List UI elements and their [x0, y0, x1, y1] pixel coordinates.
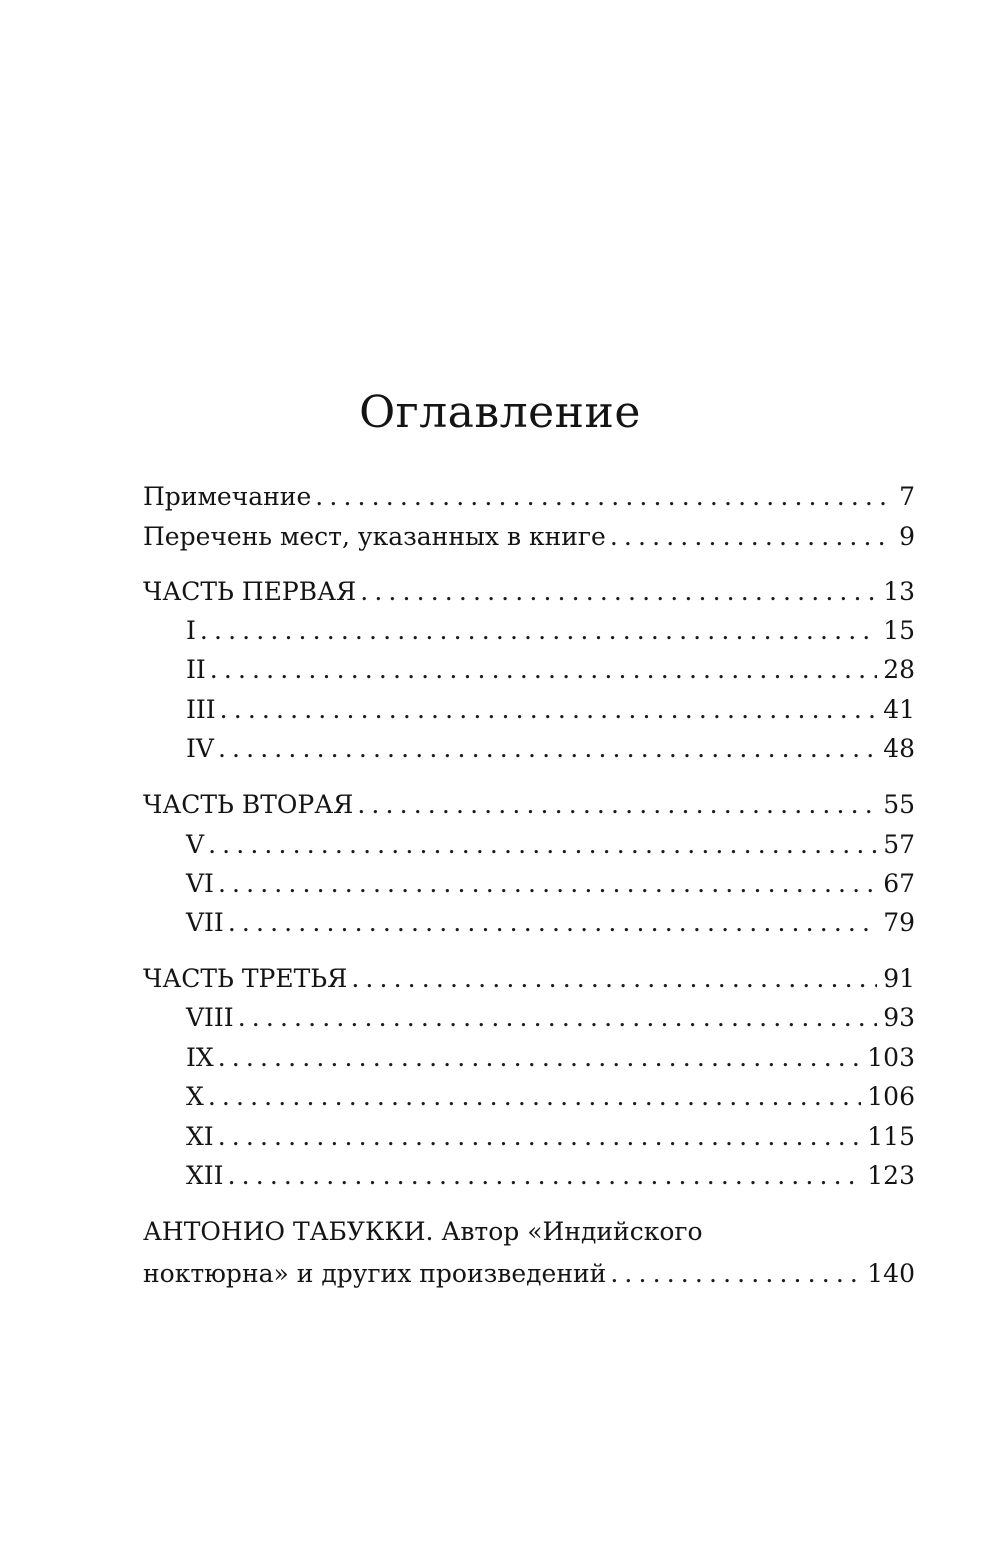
toc-entry-label: ЧАСТЬ ПЕРВАЯ	[143, 577, 357, 606]
toc-entry-page: 48	[883, 734, 915, 763]
dot-leader	[610, 517, 893, 557]
dot-leader	[220, 690, 878, 730]
toc-entry-page: 15	[883, 616, 915, 645]
dot-leader	[228, 903, 877, 943]
dot-leader	[315, 477, 893, 517]
toc-entry-page: 57	[883, 830, 915, 859]
toc-entry-label: XI	[186, 1122, 214, 1151]
toc-entry-places-list[interactable]	[143, 517, 915, 557]
dot-leader	[208, 1077, 861, 1117]
dot-leader	[200, 611, 877, 651]
toc-entry-page: 13	[883, 577, 915, 606]
toc-entry-chapter-xii[interactable]	[186, 1156, 915, 1196]
toc-entry-chapter-x[interactable]	[186, 1077, 915, 1117]
toc-entry-label: II	[186, 655, 206, 684]
toc-entry-chapter-iv[interactable]	[186, 729, 915, 769]
toc-entry-chapter-viii[interactable]	[186, 998, 915, 1038]
toc-entry-label: III	[186, 695, 216, 724]
toc-entry-chapter-v[interactable]	[186, 825, 915, 865]
toc-entry-page: 140	[867, 1259, 915, 1288]
page-title: Оглавление	[359, 387, 641, 438]
toc-entry-page: 91	[883, 964, 915, 993]
toc-entry-afterword[interactable]	[143, 1254, 915, 1294]
toc-entry-label: IX	[186, 1043, 214, 1072]
toc-entry-label: ЧАСТЬ ТРЕТЬЯ	[143, 964, 348, 993]
toc-entry-page: 28	[883, 655, 915, 684]
toc-entry-page: 41	[883, 695, 915, 724]
toc-entry-label: ноктюрна» и других произведений	[143, 1259, 607, 1288]
toc-entry-chapter-xi[interactable]	[186, 1117, 915, 1157]
toc-entry-page: 9	[899, 522, 915, 551]
toc-entry-label: IV	[186, 734, 214, 763]
toc-entry-page: 115	[867, 1122, 915, 1151]
dot-leader	[218, 864, 877, 904]
toc-entry-label: Примечание	[143, 482, 312, 511]
toc-entry-label: VII	[186, 908, 224, 937]
toc-entry-part-one[interactable]	[143, 572, 915, 612]
toc-entry-label: VIII	[186, 1003, 234, 1032]
toc-entry-note[interactable]	[143, 477, 915, 517]
dot-leader	[218, 729, 877, 769]
toc-entry-page: 123	[867, 1161, 915, 1190]
toc-entry-label: VI	[186, 869, 214, 898]
dot-leader	[228, 1156, 862, 1196]
toc-entry-page: 93	[883, 1003, 915, 1032]
dot-leader	[357, 785, 877, 825]
toc-entry-page: 79	[883, 908, 915, 937]
dot-leader	[360, 572, 877, 612]
dot-leader	[351, 959, 877, 999]
toc-entry-chapter-vi[interactable]	[186, 864, 915, 904]
toc-entry-label: XII	[186, 1161, 224, 1190]
dot-leader	[610, 1254, 861, 1294]
toc-entry-label: ЧАСТЬ ВТОРАЯ	[143, 790, 354, 819]
dot-leader	[238, 998, 878, 1038]
toc-entry-page: 103	[867, 1043, 915, 1072]
table-of-contents	[143, 0, 915, 1559]
toc-entry-page: 55	[883, 790, 915, 819]
toc-entry-afterword-line1[interactable]: АНТОНИО ТАБУККИ. Автор «Индийского	[143, 1217, 703, 1246]
toc-entry-label: Перечень мест, указанных в книге	[143, 522, 606, 551]
toc-entry-label: I	[186, 616, 196, 645]
toc-entry-chapter-iii[interactable]	[186, 690, 915, 730]
toc-entry-chapter-i[interactable]	[186, 611, 915, 651]
toc-entry-part-three[interactable]	[143, 959, 915, 999]
dot-leader	[210, 650, 877, 690]
toc-entry-page: 67	[883, 869, 915, 898]
toc-entry-label: X	[186, 1082, 204, 1111]
toc-entry-label: V	[186, 830, 205, 859]
toc-entry-part-two[interactable]	[143, 785, 915, 825]
toc-entry-page: 106	[867, 1082, 915, 1111]
toc-entry-chapter-ix[interactable]	[186, 1038, 915, 1078]
dot-leader	[208, 825, 877, 865]
dot-leader	[218, 1117, 862, 1157]
toc-entry-page: 7	[899, 482, 915, 511]
dot-leader	[218, 1038, 862, 1078]
toc-entry-chapter-ii[interactable]	[186, 650, 915, 690]
toc-entry-chapter-vii[interactable]	[186, 903, 915, 943]
